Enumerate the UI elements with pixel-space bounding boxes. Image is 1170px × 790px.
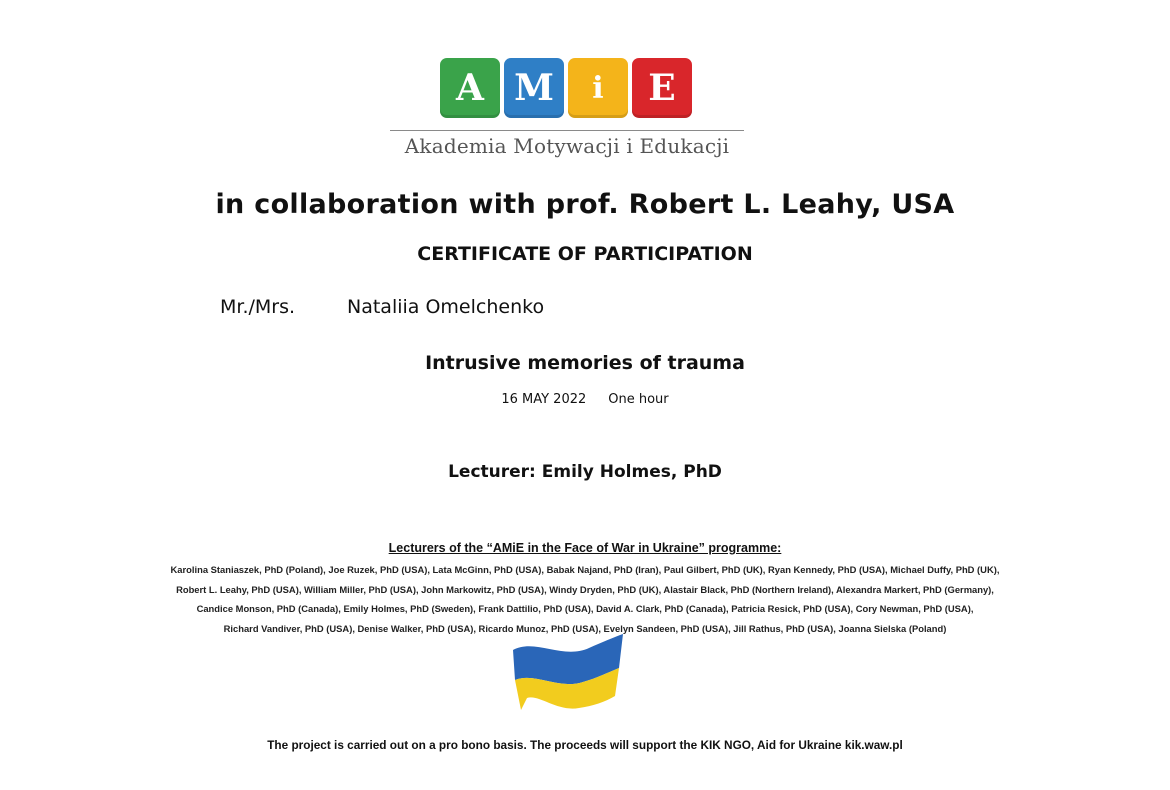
logo-divider	[390, 130, 744, 131]
participant-name: Nataliia Omelchenko	[347, 296, 545, 318]
logo-tile-e: E	[632, 58, 692, 118]
date-duration-line	[0, 392, 1170, 407]
logo-tile-i: i	[568, 58, 628, 118]
logo-tile-a: A	[440, 58, 500, 118]
lecturers-line: Richard Vandiver, PhD (USA), Denise Walker, PhD (USA), Ricardo Munoz, PhD (USA), Evelyn Sandeen, PhD (USA), Jill Rathus, PhD (USA), Joanna Sielska (Poland)	[223, 622, 947, 634]
logo-tile-m: M	[504, 58, 564, 118]
footer-note: The project is carried out on a pro bono basis. The proceeds will support the KIK NGO, Aid for Ukraine kik.waw.pl	[267, 738, 903, 752]
course-date: 16 MAY 2022	[501, 392, 587, 407]
certificate-title: CERTIFICATE OF PARTICIPATION	[417, 243, 753, 265]
course-title: Intrusive memories of trauma	[425, 352, 745, 374]
participant-line	[220, 296, 545, 318]
lecturer-line: Lecturer: Emily Holmes, PhD	[448, 462, 722, 482]
ukraine-flag-icon	[505, 632, 631, 714]
lecturers-list	[45, 560, 1125, 638]
amie-logo	[440, 58, 692, 118]
logo-subtitle: Akademia Motywacji i Edukacji	[404, 134, 730, 158]
collaboration-heading: in collaboration with prof. Robert L. Leahy, USA	[215, 189, 955, 220]
lecturers-line: Karolina Staniaszek, PhD (Poland), Joe Ruzek, PhD (USA), Lata McGinn, PhD (USA), Babak Najand, PhD (Iran), Paul Gilbert, PhD (UK), Ryan Kennedy, PhD (USA), Michael Duffy, PhD (UK),	[170, 564, 1000, 575]
participant-salutation: Mr./Mrs.	[220, 296, 296, 318]
lecturers-heading: Lecturers of the “AMiE in the Face of War in Ukraine” programme:	[388, 541, 782, 555]
lecturers-line: Candice Monson, PhD (Canada), Emily Holmes, PhD (Sweden), Frank Dattilio, PhD (USA), David A. Clark, PhD (Canada), Patricia Resick, PhD (USA), Cory Newman, PhD (USA),	[196, 603, 974, 614]
lecturers-line: Robert L. Leahy, PhD (USA), William Miller, PhD (USA), John Markowitz, PhD (USA), Windy Dryden, PhD (UK), Alastair Black, PhD (Northern Ireland), Alexandra Markert, PhD (Germany),	[176, 583, 994, 595]
course-duration: One hour	[608, 392, 669, 407]
